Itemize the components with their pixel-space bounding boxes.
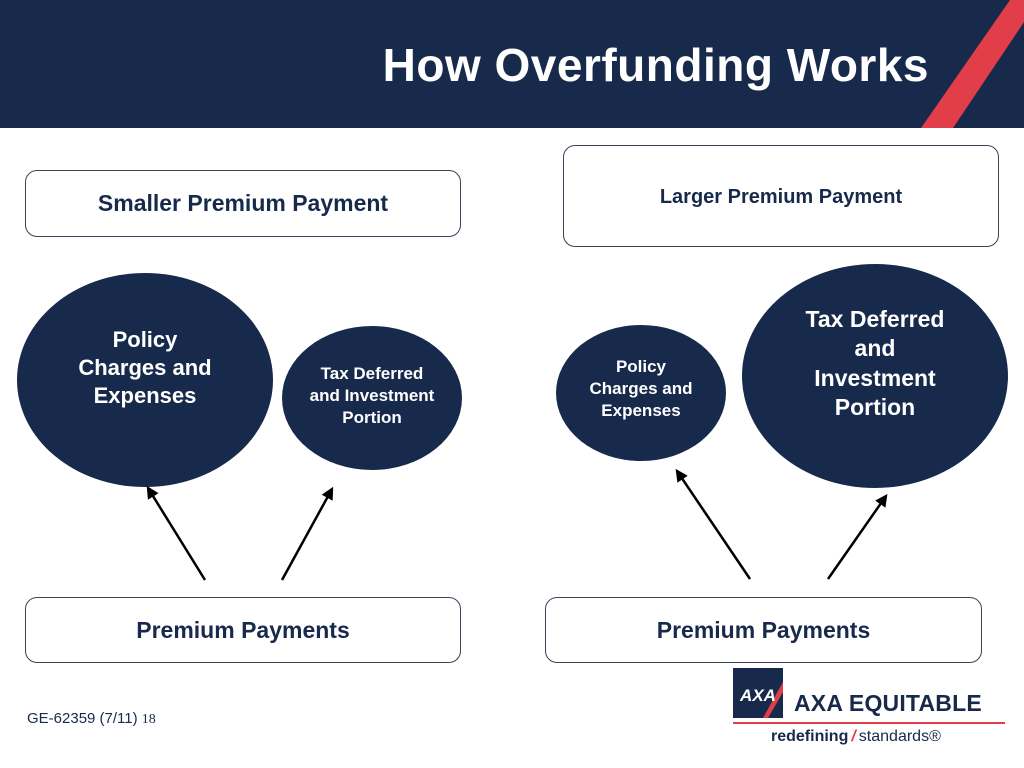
- smaller-premium-label: Smaller Premium Payment: [97, 190, 389, 216]
- left-policy-line-3: Expenses: [93, 383, 197, 409]
- left-tax-line-3: Portion: [342, 407, 402, 427]
- axa-logo-icon: [733, 668, 783, 718]
- left-policy-line-2: Charges and: [78, 354, 212, 380]
- left-tax-line-1: Tax Deferred: [320, 364, 424, 384]
- right-tax-line-2: and: [854, 335, 896, 362]
- right-tax-line-1: Tax Deferred: [805, 305, 945, 332]
- left-arrow-to-policy: [148, 488, 205, 580]
- page-title: How Overfunding Works: [382, 39, 929, 91]
- logo-divider: [733, 722, 1005, 724]
- tagline-slash: /: [851, 728, 856, 745]
- tagline-strong: redefining: [771, 728, 849, 745]
- logo-mark-text: AXA: [740, 686, 776, 705]
- right-tax-line-3: Investment: [814, 364, 936, 391]
- larger-premium-label: Larger Premium Payment: [659, 186, 903, 208]
- left-arrow-to-tax: [282, 489, 332, 580]
- footer-document-code: [27, 710, 156, 728]
- logo-company-name: AXA EQUITABLE: [794, 690, 982, 716]
- right-arrow-to-policy: [677, 471, 750, 579]
- right-policy-line-3: Expenses: [601, 400, 681, 420]
- left-tax-line-2: and Investment: [309, 386, 435, 406]
- tagline-rest: standards®: [858, 728, 941, 745]
- right-arrow-to-tax: [828, 496, 886, 579]
- right-policy-line-1: Policy: [615, 357, 667, 377]
- left-policy-line-1: Policy: [112, 326, 178, 352]
- footer-code-text: GE-62359 (7/11): [27, 710, 142, 727]
- logo-tagline: [771, 728, 941, 746]
- page-number: 18: [141, 712, 156, 727]
- right-tax-line-4: Portion: [834, 393, 916, 420]
- right-policy-line-2: Charges and: [589, 379, 693, 399]
- left-premium-payments-label: Premium Payments: [136, 616, 350, 643]
- right-premium-payments-label: Premium Payments: [656, 616, 871, 643]
